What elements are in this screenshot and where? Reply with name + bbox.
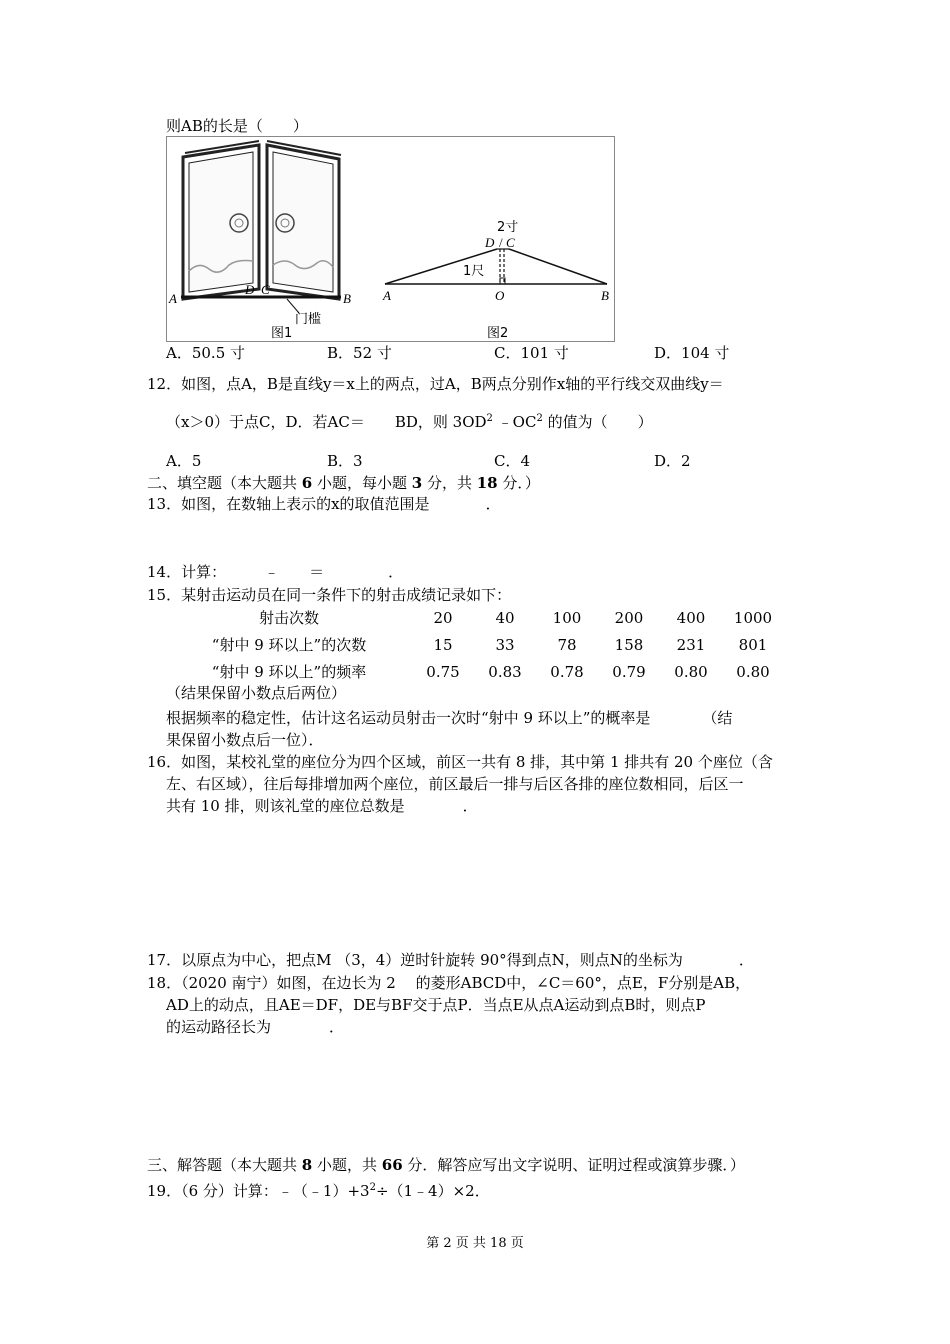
fig2-slash: / (499, 235, 503, 250)
table-cell: 158 (614, 635, 644, 654)
table-cell: 0.79 (612, 662, 646, 681)
q11-option-c: C．101 寸 (494, 344, 569, 362)
q15-after-line1: 根据频率的稳定性，估计这名运动员射击一次时“射中 9 环以上”的概率是 （结 (166, 709, 733, 727)
fig2-caption: 图2 (487, 326, 509, 341)
table-cell: 400 (676, 608, 706, 627)
fig1-label-D: D (245, 282, 255, 297)
fig2-label-D: D (485, 235, 495, 250)
fig1-label-C: C (261, 282, 270, 297)
table-cell: “射中 9 环以上”的频率 (211, 663, 367, 681)
q17: 17．以原点为中心，把点M （3，4）逆时针旋转 90°得到点N，则点N的坐标为 ． (147, 951, 754, 969)
door-threshold (181, 297, 341, 313)
table-row (166, 631, 784, 658)
fig2-label-A: A (383, 288, 391, 303)
q11-option-d: D．104 寸 (654, 344, 730, 362)
q11-option-a: A．50.5 寸 (166, 344, 246, 362)
q12-option-c: C．4 (494, 452, 531, 470)
q15-after-line2: 果保留小数点后一位）． (166, 731, 324, 749)
q12-option-b: B．3 (327, 452, 363, 470)
fig2-diagram (385, 249, 607, 284)
fig2-label-O: O (495, 288, 505, 303)
q12-option-a: A．5 (166, 452, 202, 470)
q16-line2: 左、右区域），往后每排增加两个座位，前区最后一排与后区各排的座位数相同，后区一 (166, 775, 744, 793)
table-cell: 231 (676, 635, 706, 654)
q15-note: （结果保留小数点后两位） (166, 684, 347, 702)
table-cell: 801 (738, 635, 768, 654)
fig2-height: 1尺 (463, 264, 485, 279)
q16-line1: 16．如图，某校礼堂的座位分为四个区域，前区一共有 8 排，其中第 1 排共有 20 个座位（含 (147, 753, 773, 771)
q15-score-table (166, 604, 784, 685)
q12-option-d: D．2 (654, 452, 691, 470)
q15-intro: 15．某射击运动员在同一条件下的射击成绩记录如下： (147, 586, 512, 604)
q12-line2: （x＞0）于点C，D．若AC＝ BD，则 $3OD^2$ $﹣OC^2$ 的值为（ ） (166, 413, 653, 431)
door-right (267, 141, 341, 299)
q11-figure-svg (167, 137, 616, 343)
table-cell: 射击次数 (258, 609, 319, 627)
q18-line1: 18．（2020 南宁）如图，在边长为 2 的菱形ABCD中，∠C＝60°，点E，F分别是AB， (147, 974, 751, 992)
table-cell: 20 (433, 608, 453, 627)
fig1-label-A: A (169, 291, 177, 306)
table-cell: 0.80 (674, 662, 708, 681)
fig1-threshold-label: 门槛 (295, 312, 322, 327)
table-cell: 0.75 (426, 662, 460, 681)
fig1-label-B: B (343, 291, 351, 306)
door-left (183, 141, 259, 299)
fig2-top-len: 2寸 (497, 220, 519, 235)
q16-line3: 共有 10 排，则该礼堂的座位总数是 ． (166, 797, 478, 815)
q13: 13．如图，在数轴上表示的x的取值范围是 ． (147, 495, 501, 513)
page-footer: 第 2 页 共 18 页 (426, 1236, 524, 1251)
q18-line3: 的运动路径长为 ． (166, 1018, 345, 1036)
table-cell: 200 (614, 608, 644, 627)
table-cell: 0.80 (736, 662, 770, 681)
section-2-heading: 二、填空题（本大题共 6 小题，每小题 3 分，共 18 分．） (147, 474, 540, 492)
fig1-caption: 图1 (271, 326, 293, 341)
section-3-heading: 三、解答题（本大题共 8 小题，共 66 分．解答应写出文字说明、证明过程或演算步骤．） (147, 1156, 745, 1174)
q18-line2: AD上的动点，且AE＝DF，DE与BF交于点P．当点E从点A运动到点B时，则点P (166, 996, 706, 1014)
q11-stem-tail: 则AB的长是（ ） (166, 117, 308, 135)
q12-line1: 12．如图，点A，B是直线y＝x上的两点，过A，B两点分别作x轴的平行线交双曲线y＝ (147, 375, 724, 393)
table-cell: 0.78 (550, 662, 584, 681)
fig2-label-B: B (601, 288, 609, 303)
table-cell: 78 (557, 635, 577, 654)
fig2-label-C: C (506, 235, 515, 250)
table-cell: 0.83 (488, 662, 522, 681)
table-row (166, 658, 784, 685)
table-cell: 1000 (733, 608, 773, 627)
q14: 14．计算： ﹣ ＝ ． (147, 563, 404, 581)
table-cell: 40 (495, 608, 515, 627)
q19: 19．（6 分）计算：$﹣(﹣1)+3^2\div(1﹣4)\times 2$． (147, 1182, 490, 1200)
q11-figure-box (166, 136, 615, 342)
table-cell: 15 (433, 635, 453, 654)
table-row (166, 604, 784, 631)
table-cell: 33 (495, 635, 515, 654)
q11-option-b: B．52 寸 (327, 344, 392, 362)
table-cell: “射中 9 环以上”的次数 (211, 636, 367, 654)
table-cell: 100 (552, 608, 582, 627)
